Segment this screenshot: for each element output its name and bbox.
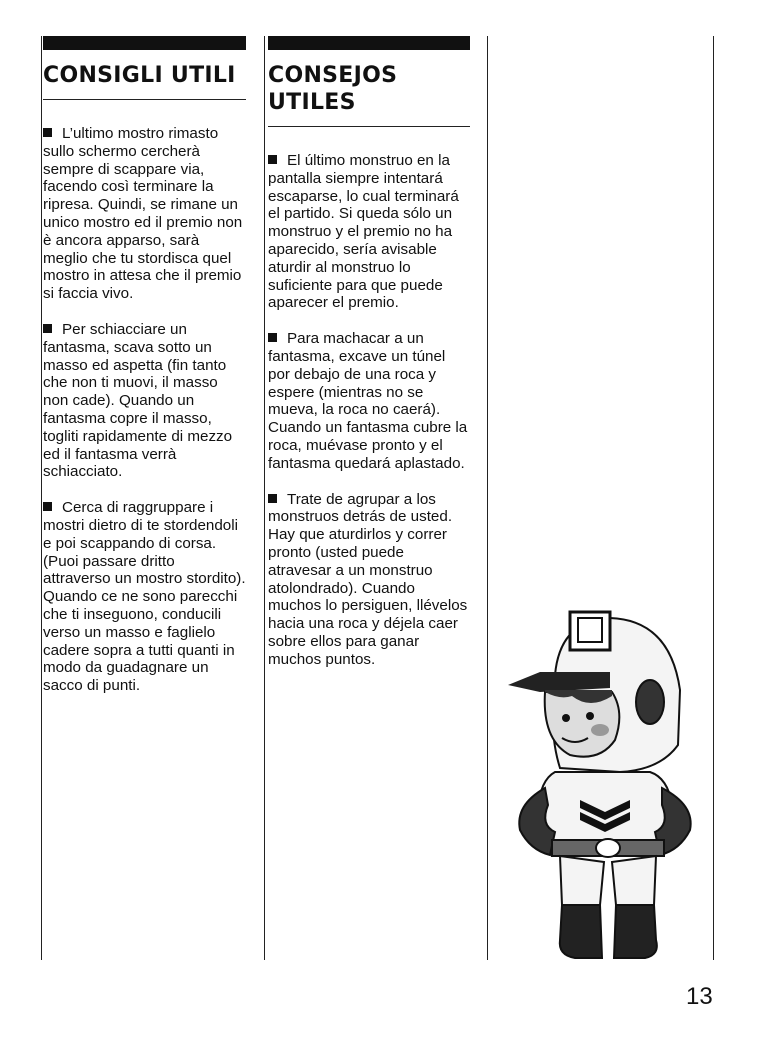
section-heading: CONSIGLI UTILI: [43, 63, 236, 88]
page-number: 13: [686, 983, 713, 1010]
heading-rule: [268, 126, 470, 127]
square-bullet-icon: [43, 502, 52, 511]
square-bullet-icon: [268, 494, 277, 503]
tip-paragraph: Per schiacciare un fantasma, scava sotto un masso ed aspetta (fin tanto che non ti muovi, il masso non cade). Quando un fantasma copre il masso, togliti rapidamente di mezzo ed il fantasma verrà schiacciato.: [43, 320, 233, 481]
spanish-column: [268, 36, 470, 687]
column-divider-left: [41, 36, 42, 960]
column-header-bar: [268, 36, 470, 50]
tips-list: [43, 125, 246, 695]
column-divider-far-right: [713, 36, 714, 960]
tip-paragraph: L’ultimo mostro rimasto sullo schermo cercherà sempre di scappare via, facendo così terminare la ripresa. Quindi, se rimane un unico mostro ed il premio non è ancora apparso, sarà meglio che tu stordisca quel mostro in attesa che il premio si faccia vivo.: [43, 125, 243, 303]
square-bullet-icon: [268, 333, 277, 342]
tip-paragraph: El último monstruo en la pantalla siempre intentará escaparse, lo cual terminará el partido. Si queda sólo un monstruo y el premio no ha aparecido, sería avisable aturdir al monstruo lo suficiente para que puede aparecer el premio.: [268, 152, 459, 312]
heading-rule: [43, 99, 246, 100]
tip-paragraph: Trate de agrupar a los monstruos detrás de usted. Hay que aturdirlos y correr pronto (usted puede atravesar a un monstruo atolondrado). Cuando muchos lo persiguen, llévelos hacia una roca y déjela caer sobre ellos para ganar muchos puntos.: [268, 490, 468, 668]
square-bullet-icon: [43, 128, 52, 137]
miner-mascot-illustration: [500, 600, 710, 965]
tip-paragraph: Para machacar a un fantasma, excave un túnel por debajo de una roca y espere (mientras no se mueva, la roca no caerá). Cuando un fantasma cubre la roca, muévase pronto y el fantasma quedará aplastado.: [268, 330, 468, 472]
tips-list: [268, 152, 470, 669]
tip-paragraph: Cerca di raggruppare i mostri dietro di te stordendoli e poi scappando di corsa. (Puoi passare dritto attraverso un mostro stordito). Quando ce ne sono parecchi che ti inseguono, conducili verso un masso e faglielo cadere sopra a tutti quanti in modo da guadagnare un sacco di punti.: [43, 499, 246, 695]
italian-column: [43, 36, 246, 713]
square-bullet-icon: [43, 324, 52, 333]
square-bullet-icon: [268, 155, 277, 164]
column-divider-right: [487, 36, 488, 960]
column-header-bar: [43, 36, 246, 50]
section-heading: CONSEJOS UTILES: [268, 63, 398, 115]
column-divider-center: [264, 36, 265, 960]
